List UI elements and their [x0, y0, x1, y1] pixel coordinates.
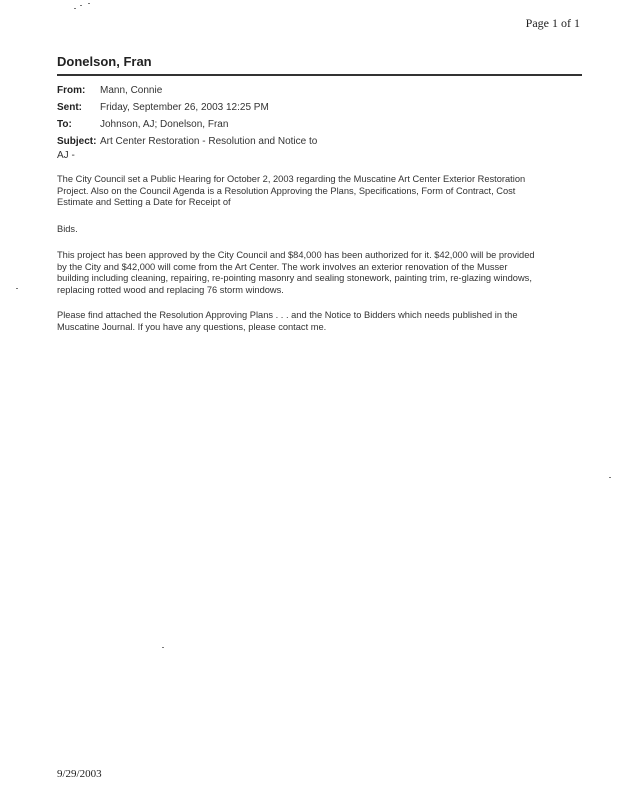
scan-speck [609, 477, 611, 478]
title-divider [57, 74, 582, 76]
to-value: Johnson, AJ; Donelson, Fran [100, 119, 229, 130]
page-number: Page 1 of 1 [525, 16, 580, 30]
subject-label: Subject: [57, 136, 97, 147]
subject-value: Art Center Restoration - Resolution and Notice to [100, 136, 318, 147]
sent-label: Sent: [57, 102, 82, 113]
body-paragraph-4: Please find attached the Resolution Approving Plans . . . and the Notice to Bidders which needs published in the Muscatine Journal. If you have any questions, please contact me. [57, 310, 518, 332]
footer-date: 9/29/2003 [57, 768, 102, 780]
email-header-block [57, 82, 582, 150]
body-paragraph-3: This project has been approved by the City Council and $84,000 has been authorized for it. $42,000 will be provided by the City and $42,000 will come from the Art Center. The work involves an exterior renovation of the Musser building including cleaning, repairing, re-pointing masonry and sealing stonework, painting trim, re-glazing windows, replacing rotted wood and replacing 76 storm windows. [57, 250, 535, 295]
from-value: Mann, Connie [100, 85, 163, 96]
from-row [57, 82, 582, 99]
scan-speck [16, 288, 18, 289]
salutation: AJ - [57, 150, 75, 161]
scan-speck [74, 8, 76, 9]
document-title: Donelson, Fran [57, 54, 152, 69]
from-label: From: [57, 85, 86, 96]
to-label: To: [57, 119, 72, 130]
scan-speck [80, 5, 82, 6]
sent-row [57, 99, 582, 116]
body-paragraph-2: Bids. [57, 224, 78, 234]
to-row [57, 116, 582, 133]
scan-speck [88, 3, 90, 4]
scan-speck [162, 647, 164, 648]
body-paragraph-1: The City Council set a Public Hearing for October 2, 2003 regarding the Muscatine Art Center Exterior Restoration Project. Also on the Council Agenda is a Resolution Approving the Plans, Specifications, Form of Contract, Cost Estimate and Setting a Date for Receipt of [57, 174, 526, 207]
sent-value: Friday, September 26, 2003 12:25 PM [100, 102, 269, 113]
subject-row [57, 133, 582, 150]
